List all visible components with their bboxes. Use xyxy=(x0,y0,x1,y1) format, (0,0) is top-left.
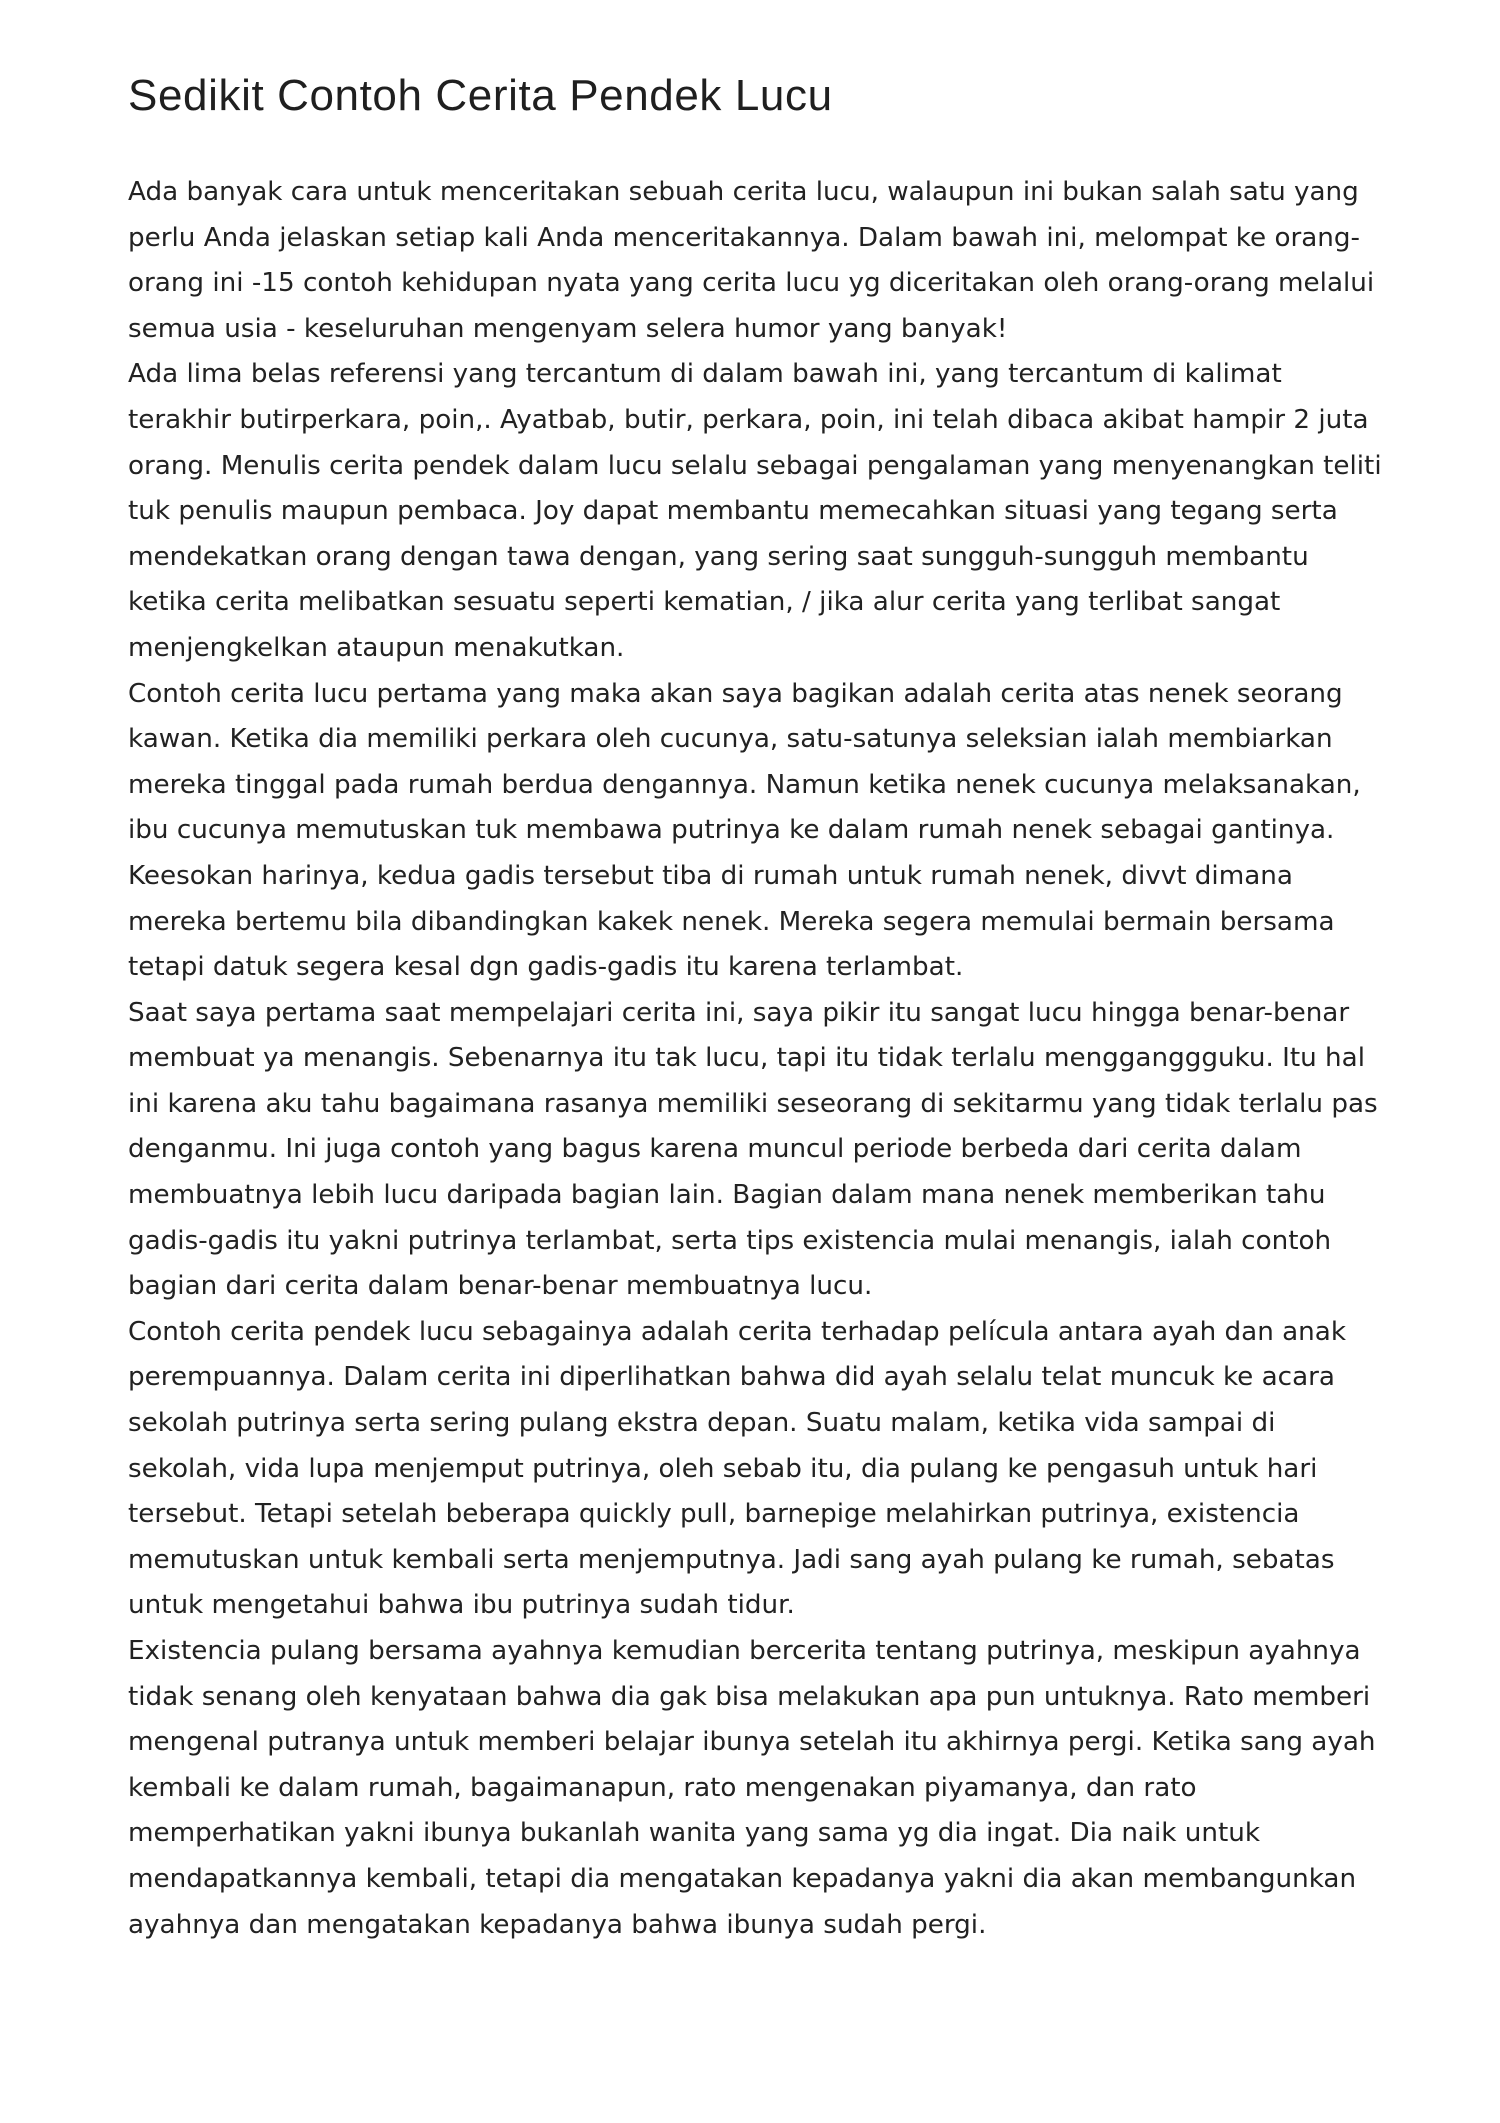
paragraph-1: Ada banyak cara untuk menceritakan sebuah cerita lucu, walaupun ini bukan salah satu yang perlu Anda jelaskan setiap kali Anda menceritakannya. Dalam bawah ini, melompat ke orang-orang ini -15 contoh kehidupan nyata yang cerita lucu yg diceritakan oleh orang-orang melalui semua usia - keseluruhan mengenyam selera humor yang banyak! xyxy=(128,177,1375,344)
paragraph-4: Saat saya pertama saat mempelajari cerita ini, saya pikir itu sangat lucu hingga benar-benar membuat ya menangis. Sebenarnya itu tak lucu, tapi itu tidak terlalu mengganggguku. Itu hal ini karena aku tahu bagaimana rasanya memiliki seseorang di sekitarmu yang tidak terlalu pas denganmu. Ini juga contoh yang bagus karena muncul periode berbeda dari cerita dalam membuatnya lebih lucu daripada bagian lain. Bagian dalam mana nenek memberikan tahu gadis-gadis itu yakni putrinya terlambat, serta tips existencia mulai menangis, ialah contoh bagian dari cerita dalam benar-benar membuatnya lucu. xyxy=(128,997,1378,1302)
page-title: Sedikit Contoh Cerita Pendek Lucu xyxy=(128,71,833,120)
paragraph-5: Contoh cerita pendek lucu sebagainya adalah cerita terhadap película antara ayah dan anak perempuannya. Dalam cerita ini diperlihatkan bahwa did ayah selalu telat muncuk ke acara sekolah putrinya serta sering pulang ekstra depan. Suatu malam, ketika vida sampai di sekolah, vida lupa menjemput putrinya, oleh sebab itu, dia pulang ke pengasuh untuk hari tersebut. Tetapi setelah beberapa quickly pull, barnepige melahirkan putrinya, existencia memutuskan untuk kembali serta menjemputnya. Jadi sang ayah pulang ke rumah, sebatas untuk mengetahui bahwa ibu putrinya sudah tidur. xyxy=(128,1316,1346,1621)
article-body xyxy=(128,170,1388,1948)
paragraph-6: Existencia pulang bersama ayahnya kemudian bercerita tentang putrinya, meskipun ayahnya tidak senang oleh kenyataan bahwa dia gak bisa melakukan apa pun untuknya. Rato memberi mengenal putranya untuk memberi belajar ibunya setelah itu akhirnya pergi. Ketika sang ayah kembali ke dalam rumah, bagaimanapun, rato mengenakan piyamanya, dan rato memperhatikan yakni ibunya bukanlah wanita yang sama yg dia ingat. Dia naik untuk mendapatkannya kembali, tetapi dia mengatakan kepadanya yakni dia akan membangunkan ayahnya dan mengatakan kepadanya bahwa ibunya sudah pergi. xyxy=(128,1636,1376,1940)
paragraph-3: Contoh cerita lucu pertama yang maka akan saya bagikan adalah cerita atas nenek seorang kawan. Ketika dia memiliki perkara oleh cucunya, satu-satunya seleksian ialah membiarkan mereka tinggal pada rumah berdua dengannya. Namun ketika nenek cucunya melaksanakan, ibu cucunya memutuskan tuk membawa putrinya ke dalam rumah nenek sebagai gantinya. Keesokan harinya, kedua gadis tersebut tiba di rumah untuk rumah nenek, divvt dimana mereka bertemu bila dibandingkan kakek nenek. Mereka segera memulai bermain bersama tetapi datuk segera kesal dgn gadis-gadis itu karena terlambat. xyxy=(128,678,1361,983)
document-page xyxy=(128,0,1388,1948)
paragraph-2: Ada lima belas referensi yang tercantum di dalam bawah ini, yang tercantum di kalimat terakhir butirperkara, poin,. Ayatbab, butir, perkara, poin, ini telah dibaca akibat hampir 2 juta orang. Menulis cerita pendek dalam lucu selalu sebagai pengalaman yang menyenangkan teliti tuk penulis maupun pembaca. Joy dapat membantu memecahkan situasi yang tegang serta mendekatkan orang dengan tawa dengan, yang sering saat sungguh-sungguh membantu ketika cerita melibatkan sesuatu seperti kematian, / jika alur cerita yang terlibat sangat menjengkelkan ataupun menakutkan. xyxy=(128,359,1382,663)
